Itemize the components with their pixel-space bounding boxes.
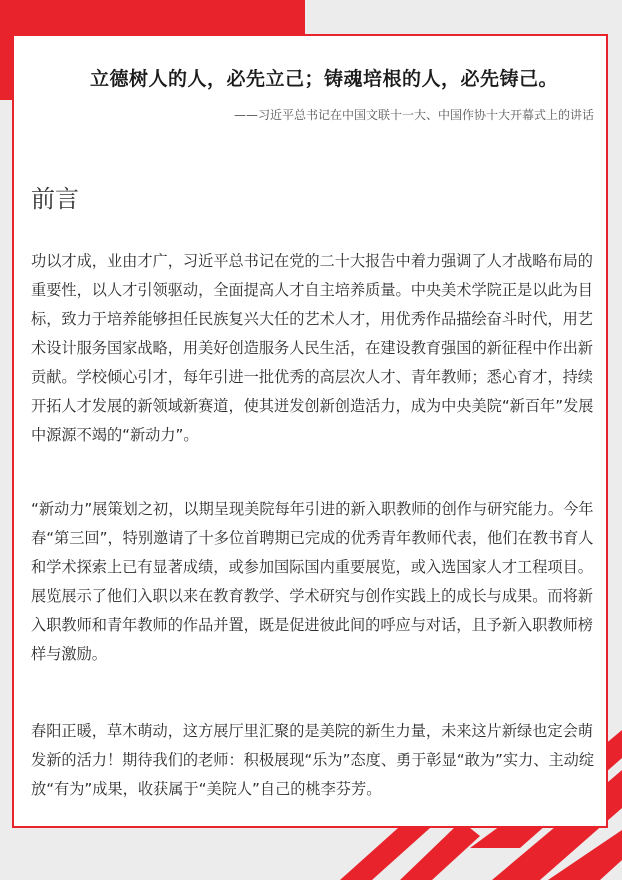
top-left-red-band <box>0 0 305 34</box>
paragraph-1: 功以才成，业由才广，习近平总书记在党的二十大报告中着力强调了人才战略布局的重要性，以人才引领驱动，全面提高人才自主培养质量。中央美术学院正是以此为目标，致力于培养能够担任民族复兴大任的艺术人才，用优秀作品描绘奋斗时代，用艺术设计服务国家战略，用美好创造服务人民生活，在建设教育强国的新征程中作出新贡献。学校倾心引才，每年引进一批优秀的高层次人才、青年教师；悉心育才，持续开拓人才发展的新领域新赛道，使其迸发创新创造活力，成为中央美院“新百年”发展中源源不竭的“新动力”。 <box>31 252 594 444</box>
quote-text: 立德树人的人，必先立己；铸魂培根的人，必先铸己。 <box>89 68 558 90</box>
content-panel <box>12 34 608 828</box>
paragraph-2: “新动力”展策划之初，以期呈现美院每年引进的新入职教师的创作与研究能力。今年春“第三回”，特别邀请了十多位首聘期已完成的优秀青年教师代表，他们在教书育人和学术探索上已有显著成绩，或参加国际国内重要展览，或入选国家人才工程项目。展览展示了他们入职以来在教育教学、学术研究与创作实践上的成长与成果。而将新入职教师和青年教师的作品并置，既是促进彼此间的呼应与对话，且予新入职教师榜样与激励。 <box>31 500 594 663</box>
quote-attribution: ——习近平总书记在中国文联十一大、中国作协十大开幕式上的讲话 <box>233 108 594 122</box>
section-heading: 前言 <box>31 185 79 213</box>
paragraph-3: 春阳正暖，草木萌动，这方展厅里汇聚的是美院的新生力量，未来这片新绿也定会萌发新的活力！期待我们的老师：积极展现“乐为”态度、勇于彰显“敢为”实力、主动绽放“有为”成果，收获属于“美院人”自己的桃李芬芳。 <box>31 722 595 798</box>
